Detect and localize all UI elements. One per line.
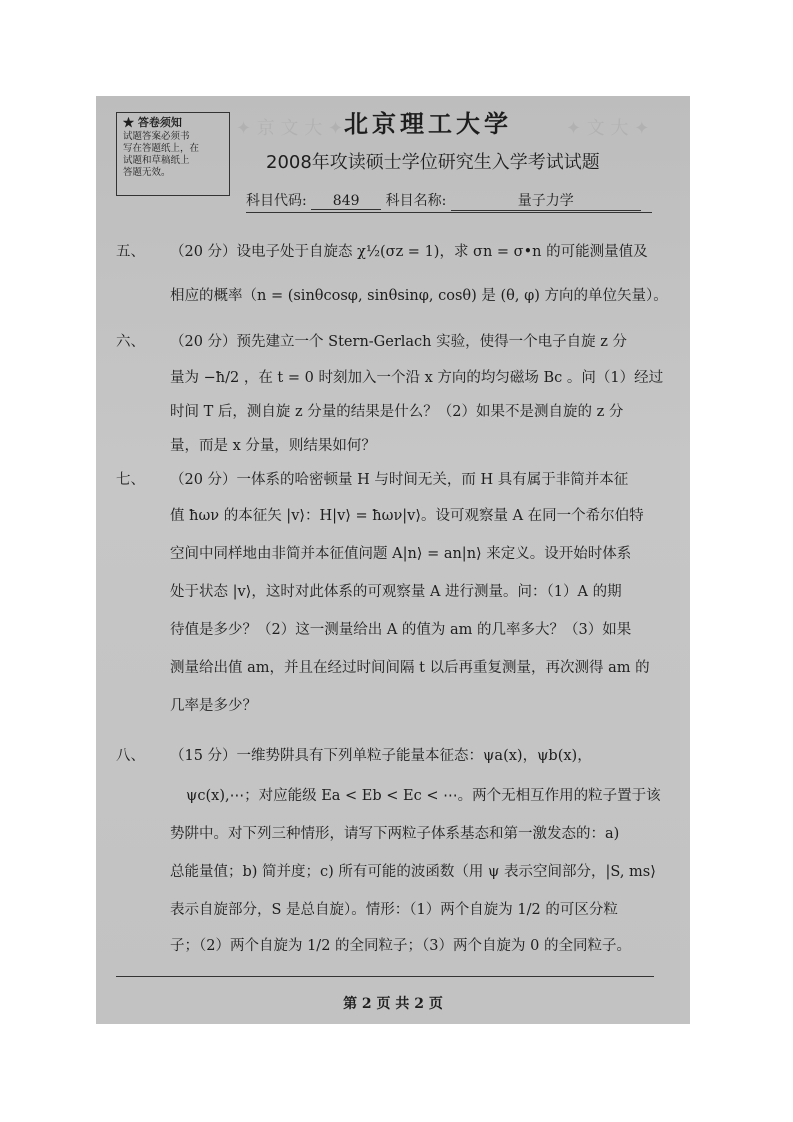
question-text-line: 时间 T 后，测自旋 z 分量的结果是什么？（2）如果不是测自旋的 z 分 — [170, 404, 624, 420]
subject-name-label: 科目名称: — [385, 193, 447, 209]
footer-rule — [116, 976, 654, 977]
page-number: 第 2 页 共 2 页 — [343, 996, 443, 1012]
subject-name-value: 量子力学 — [451, 190, 641, 211]
subject-code-label: 科目代码: — [246, 193, 307, 209]
question-text-line: 总能量值；b) 简并度；c) 所有可能的波函数（用 ψ 表示空间部分，|S, ms⟩ — [170, 864, 656, 880]
question-number: 七、 — [116, 472, 145, 488]
exam-title: 2008年攻读硕士学位研究生入学考试试题 — [266, 152, 600, 173]
question-text-line: 量为 −ħ/2 ，在 t = 0 时刻加入一个沿 x 方向的均匀磁场 Bc 。问（1）经过 — [170, 370, 664, 386]
question-number: 六、 — [116, 334, 145, 350]
question-text-line: （15 分）一维势阱具有下列单粒子能量本征态：ψa(x)，ψb(x)， — [170, 748, 592, 764]
notice-line: 试题答案必须书 — [123, 131, 190, 142]
header-rule — [246, 212, 652, 213]
question-text-line: 处于状态 |v⟩，这时对此体系的可观察量 A 进行测量。问：（1）A 的期 — [170, 584, 622, 600]
question-text-line: ψc(x),⋯；对应能级 Ea < Eb < Ec < ⋯。两个无相互作用的粒子置于该 — [186, 788, 661, 804]
notice-heading: ★ 答卷须知 — [123, 116, 182, 129]
answer-notice-box — [116, 112, 230, 196]
bleed-through-watermark: ✦ 京 文 大 ✦ — [236, 118, 344, 139]
question-text-line: 待值是多少？（2）这一测量给出 A 的值为 am 的几率多大？（3）如果 — [170, 622, 632, 638]
question-number: 五、 — [116, 244, 145, 260]
question-text-line: 相应的概率（n = (sinθcosφ, sinθsinφ, cosθ) 是 (θ, φ) 方向的单位矢量）。 — [170, 288, 668, 304]
question-text-line: （20 分）一体系的哈密顿量 H 与时间无关，而 H 具有属于非简并本征 — [170, 472, 629, 488]
question-text-line: 表示自旋部分，S 是总自旋）。情形：（1）两个自旋为 1/2 的可区分粒 — [170, 902, 618, 918]
question-text-line: （20 分）设电子处于自旋态 χ½(σz = 1)，求 σn = σ•n 的可能测量值及 — [170, 244, 648, 260]
question-text-line: 子；（2）两个自旋为 1/2 的全同粒子；（3）两个自旋为 0 的全同粒子。 — [170, 938, 631, 954]
university-name: 北京理工大学 — [344, 109, 512, 138]
bleed-through-watermark: ✦ 文 大 ✦ — [566, 118, 650, 139]
notice-line: 答题无效。 — [123, 167, 171, 178]
notice-line: 试题和草稿纸上 — [123, 155, 190, 166]
question-number: 八、 — [116, 748, 145, 764]
scanned-exam-page — [96, 96, 690, 1024]
question-text-line: 量，而是 x 分量，则结果如何？ — [170, 438, 376, 454]
notice-line: 写在答题纸上，在 — [123, 143, 200, 154]
subject-code-value: 849 — [311, 193, 381, 210]
question-text-line: 势阱中。对下列三种情形，请写下两粒子体系基态和第一激发态的：a) — [170, 826, 620, 842]
question-text-line: 几率是多少？ — [170, 698, 257, 714]
question-text-line: （20 分）预先建立一个 Stern-Gerlach 实验，使得一个电子自旋 z 分 — [170, 334, 627, 350]
question-text-line: 值 ħων 的本征矢 |v⟩：H|v⟩ = ħων|v⟩。设可观察量 A 在同一个希尔伯特 — [170, 508, 644, 524]
question-text-line: 空间中同样地由非简并本征值问题 A|n⟩ = an|n⟩ 来定义。设开始时体系 — [170, 546, 632, 562]
question-text-line: 测量给出值 am，并且在经过时间间隔 t 以后再重复测量，再次测得 am 的 — [170, 660, 650, 676]
subject-line — [246, 190, 641, 211]
